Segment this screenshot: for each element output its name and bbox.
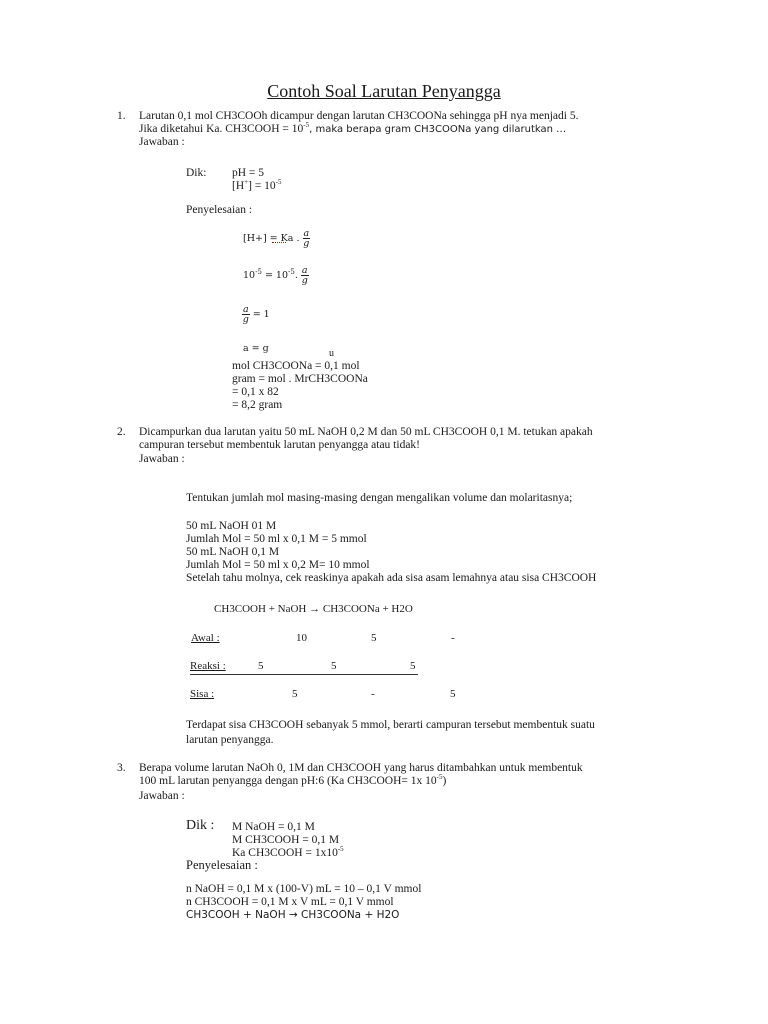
q1-eq2-sup1: -5	[255, 267, 262, 276]
q2-line-3: 50 mL NaOH 0,1 M	[186, 546, 280, 558]
q1-eq1-fraction	[303, 229, 311, 248]
question-2-line-2: campuran tersebut membentuk larutan penyangga atau tidak!	[139, 439, 421, 451]
q2-line-5: Setelah tahu molnya, cek reaskinya apakah ada sisa asam lemahnya atau sisa CH3COOH	[186, 572, 597, 584]
q1-h-b: ] = 10	[248, 180, 276, 192]
q1-h-a: [H	[232, 180, 245, 192]
q2-reaction-equation: CH3COOH + NaOH → CH3COONa + H2O	[214, 603, 413, 615]
q1-spell-underline	[272, 242, 286, 243]
question-1-number: 1.	[117, 110, 126, 122]
question-3-jawaban: Jawaban :	[139, 790, 185, 802]
question-3-number: 3.	[117, 762, 126, 774]
q1-eq1-frac-num: a	[303, 228, 310, 239]
q1-eq3-right: = 1	[252, 309, 270, 320]
q2-table-reaksi-label: Reaksi :	[190, 660, 226, 672]
q1-line2-a: Jika diketahui Ka. CH3COOH = 10	[139, 123, 304, 135]
q2-conclusion-1: Terdapat sisa CH3COOH sebanyak 5 mmol, berarti campuran tersebut membentuk suatu	[186, 719, 595, 731]
q1-eq2-c: .	[294, 270, 298, 281]
q2-line-1: 50 mL NaOH 01 M	[186, 520, 277, 532]
q1-result-4: = 8,2 gram	[232, 399, 283, 411]
q1-eq2-frac-num: a	[301, 265, 308, 276]
q3-step-2: n CH3COOH = 0,1 M x V mL = 0,1 V mmol	[186, 896, 394, 908]
q2-table-reaksi-v2: 5	[331, 660, 337, 672]
q1-equation-1	[243, 229, 310, 248]
q3-penyelesaian: Penyelesaian :	[186, 858, 258, 872]
q1-penyelesaian: Penyelesaian :	[186, 204, 253, 216]
q3-step-1: n NaOH = 0,1 M x (100-V) mL = 10 – 0,1 V mmol	[186, 883, 422, 895]
q2-table-sisa-v2: -	[371, 688, 375, 700]
question-1-line-2	[139, 123, 566, 136]
question-3-line-1: Berapa volume larutan NaOh 0, 1M dan CH3COOH yang harus ditambahkan untuk membentuk	[139, 762, 583, 774]
q2-line-2: Jumlah Mol = 50 ml x 0,1 M = 5 mmol	[186, 533, 367, 545]
q1-equation-3	[242, 305, 270, 324]
q1-eq2-sup2: -5	[288, 267, 295, 276]
q1-eq2-frac-den: g	[301, 275, 308, 286]
q1-eq2-b: = 10	[261, 270, 289, 281]
q3-line2-b: )	[442, 775, 447, 787]
q2-intro: Tentukan jumlah mol masing-masing dengan mengalikan volume dan molaritasnya;	[186, 492, 573, 504]
q2-table-awal-v3: -	[451, 632, 455, 644]
q1-eq2-a: 10	[243, 270, 256, 281]
q3-dik-3-sup: -5	[337, 845, 344, 854]
q1-eq2-fraction	[301, 266, 309, 285]
q2-table-sisa-label: Sisa :	[190, 688, 215, 700]
question-3-line-2	[139, 775, 446, 788]
q1-eq3-frac-num: a	[243, 304, 249, 315]
question-2-number: 2.	[117, 426, 126, 438]
q1-result-3: = 0,1 x 82	[232, 386, 279, 398]
q1-h-sup1: +	[244, 178, 249, 187]
q1-eq1-frac-den: g	[303, 238, 310, 249]
q3-line2-sup: -5	[436, 773, 443, 782]
q3-dik-label: Dik :	[186, 818, 215, 833]
question-1-line-1: Larutan 0,1 mol CH3COOh dicampur dengan larutan CH3COONa sehingga pH nya menjadi 5.	[139, 110, 579, 122]
q2-table-reaksi-v3: 5	[410, 660, 416, 672]
q1-equation-2	[243, 266, 309, 285]
page-title: Contoh Soal Larutan Penyangga	[267, 81, 501, 101]
q2-table-sisa-v3: 5	[450, 688, 456, 700]
q1-h-conc	[232, 180, 282, 193]
q1-result-2: gram = mol . MrCH3COONa	[232, 373, 368, 385]
q2-table-divider	[190, 674, 418, 675]
q1-equation-4: a = g	[243, 343, 269, 354]
question-2-line-1: Dicampurkan dua larutan yaitu 50 mL NaOH 0,2 M dan 50 mL CH3COOH 0,1 M. tetukan apakah	[139, 426, 593, 438]
q1-line2-sup: -5	[303, 121, 310, 130]
q2-conclusion-2: larutan penyangga.	[186, 734, 274, 746]
q2-table-reaksi-v1: 5	[258, 660, 264, 672]
q1-h-sup2: -5	[275, 178, 282, 187]
q2-table-awal-v2: 5	[371, 632, 377, 644]
question-1-jawaban: Jawaban :	[139, 136, 185, 148]
q1-dik-label: Dik:	[186, 167, 207, 179]
q1-eq3-frac-den: g	[242, 314, 249, 325]
q3-dik-3-a: Ka CH3COOH = 1x10	[232, 847, 338, 859]
q2-table-sisa-v1: 5	[292, 688, 298, 700]
q3-step-3: CH3COOH + NaOH → CH3COONa + H2O	[186, 909, 400, 921]
q2-line-4: Jumlah Mol = 50 ml x 0,2 M= 10 mmol	[186, 559, 370, 571]
q1-eq1-left: [H+] = Ka .	[243, 233, 300, 244]
q1-ph: pH = 5	[232, 167, 265, 179]
q3-dik-2: M CH3COOH = 0,1 M	[232, 834, 340, 846]
question-2-jawaban: Jawaban :	[139, 453, 185, 465]
q1-eq3-fraction	[242, 305, 250, 324]
q1-line2-b: , maka berapa gram CH3COONa yang dilarutkan …	[309, 124, 567, 135]
q2-table-awal-label: Awal :	[191, 632, 220, 644]
q2-table-awal-v1: 10	[296, 632, 307, 644]
q3-line2-a: 100 mL larutan penyangga dengan pH:6 (Ka CH3COOH= 1x 10	[139, 775, 437, 787]
q1-result-1: mol CH3COONa = 0,1 mol	[232, 360, 360, 372]
q3-dik-1: M NaOH = 0,1 M	[232, 821, 315, 833]
q1-stray-char: u	[329, 348, 334, 359]
